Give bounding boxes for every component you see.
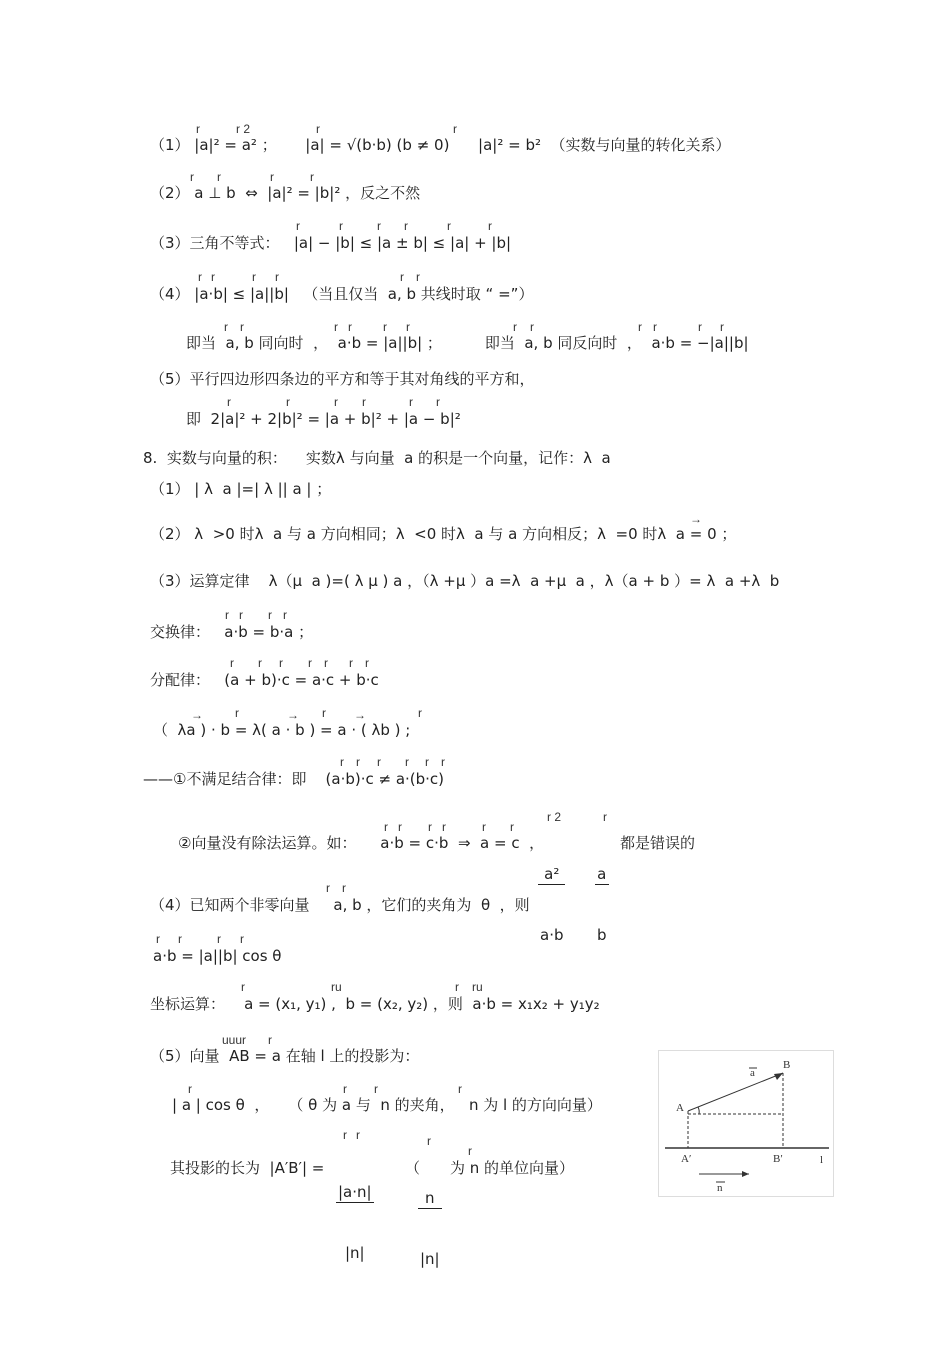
vector-mark: r: [455, 980, 459, 994]
vector-mark: r: [286, 395, 290, 409]
projection-length: 其投影的长为 |A′B′| =: [170, 1159, 325, 1177]
distributive-law: 分配律： (a + b)·c = a·c + b·c: [150, 671, 379, 689]
vector-mark: r: [217, 932, 221, 946]
vector-mark: r: [488, 219, 492, 233]
vector-mark: r: [178, 932, 182, 946]
item-5-parallelogram-law: （5）平行四边形四条边的平方和等于其对角线的平方和，: [150, 370, 535, 388]
item-3-triangle-inequality: （3）三角不等式： |a| − |b| ≤ |a ± b| ≤ |a| + |b|: [150, 234, 512, 252]
unit-vector-note: 为 n 的单位向量）: [450, 1159, 575, 1177]
vector-mark: r: [383, 320, 387, 334]
vector-mark: r: [409, 395, 413, 409]
vector-mark: r: [720, 320, 724, 334]
dot-product-definition: a·b = |a||b| cos θ: [153, 947, 282, 965]
no-division-conclusion: 都是错误的: [620, 834, 696, 852]
vector-mark: r: [406, 320, 410, 334]
vector-mark: r: [349, 656, 353, 670]
vector-mark: r: [322, 706, 326, 720]
vector-mark: r: [400, 270, 404, 284]
vector-mark: r: [425, 755, 429, 769]
vector-mark: r: [240, 320, 244, 334]
vector-mark: r: [227, 395, 231, 409]
fraction-denominator: |n|: [344, 1244, 365, 1262]
vector-mark: r: [190, 170, 194, 184]
commutative-law: 交换律： a·b = b·a ；: [150, 623, 314, 641]
fraction-numerator: a²: [538, 864, 565, 885]
vector-a-arrowhead: [774, 1073, 783, 1080]
vector-mark: r: [362, 395, 366, 409]
vector-mark: r: [217, 170, 221, 184]
vector-mark: r: [418, 706, 422, 720]
item-8-3-laws: （3）运算定律 λ（μ a )=( λ μ ) a ，（λ +μ ）a =λ a +μ a ，λ（a + b ）= λ a +λ b: [150, 572, 780, 590]
vector-mark: r: [447, 219, 451, 233]
vector-mark: r: [196, 122, 200, 136]
vector-mark: r: [603, 810, 607, 824]
vector-mark: r: [468, 1144, 472, 1158]
vector-mark: →: [287, 708, 299, 722]
angle-arc: [698, 1107, 699, 1114]
vector-mark: r: [405, 755, 409, 769]
vector-mark: r: [698, 320, 702, 334]
vector-mark: ru: [472, 980, 483, 994]
vector-mark: r: [339, 219, 343, 233]
vector-mark: r: [530, 320, 534, 334]
vector-mark: r: [442, 820, 446, 834]
section-8-heading: 8. 实数与向量的积： 实数λ 与向量 a 的积是一个向量，记作：λ a: [143, 449, 611, 467]
vector-mark: r: [252, 270, 256, 284]
vector-mark: r: [270, 170, 274, 184]
vector-mark: →: [690, 512, 702, 526]
vector-mark: r: [308, 656, 312, 670]
vector-mark: r: [377, 755, 381, 769]
vector-mark: r: [316, 122, 320, 136]
label-A: A: [676, 1102, 684, 1114]
scalar-associativity: （ λa ) · b = λ( a · b ) = a · ( λb ) ;: [153, 721, 411, 739]
item-5-formula: 即 2|a|² + 2|b|² = |a + b|² + |a − b|²: [186, 410, 461, 428]
label-a: a: [750, 1067, 755, 1079]
label-n: n: [717, 1182, 723, 1194]
vector-mark: r: [198, 270, 202, 284]
vector-mark: r: [510, 820, 514, 834]
coordinate-operation: 坐标运算： a = (x₁, y₁) , b = (x₂, y₂) ，则 a·b = x₁x₂ + y₁y₂: [150, 995, 600, 1013]
vector-a-line: [688, 1073, 783, 1111]
vector-mark: r: [482, 820, 486, 834]
fraction-numerator: |a·n|: [338, 1183, 372, 1201]
vector-mark: r: [258, 656, 262, 670]
vector-mark: r: [279, 656, 283, 670]
vector-mark: →: [191, 708, 203, 722]
label-B: B: [783, 1059, 791, 1071]
vector-mark: r: [356, 755, 360, 769]
vector-mark: r: [235, 706, 239, 720]
label-A-prime: A′: [681, 1153, 692, 1165]
vector-mark: r: [296, 219, 300, 233]
vector-mark: r: [310, 170, 314, 184]
vector-mark: r: [356, 1128, 360, 1142]
projection-heading: （5）向量 AB = a 在轴 l 上的投影为：: [150, 1047, 420, 1065]
fraction-a-over-b: [595, 824, 609, 965]
projection-formula: | a | cos θ ， （ θ 为 a 与 n 的夹角， n 为 l 的方向向量）: [172, 1096, 602, 1114]
vector-mark: r: [377, 219, 381, 233]
vector-mark: r 2: [547, 810, 562, 824]
vector-mark: r: [275, 270, 279, 284]
vector-mark: r: [334, 395, 338, 409]
vector-mark: uuur: [222, 1033, 247, 1047]
vector-mark: r: [404, 219, 408, 233]
label-B-prime: B′: [773, 1153, 783, 1165]
vector-mark: r: [340, 755, 344, 769]
item-8-2: （2） λ >0 时λ a 与 a 方向相同；λ <0 时λ a 与 a 方向相反；λ =0 时λ a = 0 ；: [150, 525, 737, 543]
fraction-denominator: b: [597, 926, 607, 944]
item-8-1: （1） | λ a |=| λ || a | ；: [150, 480, 332, 498]
vector-n-arrowhead: [742, 1171, 749, 1177]
label-l: l: [820, 1154, 824, 1166]
no-division-note: ②向量没有除法运算。如： a·b = c·b ⇒ a = c ，: [178, 834, 545, 852]
vector-mark: r: [156, 932, 160, 946]
vector-mark: r: [326, 881, 330, 895]
fraction-a-squared-over-a-dot-b: [538, 824, 565, 965]
vector-mark: r: [225, 608, 229, 622]
vector-mark: →: [354, 708, 366, 722]
fraction-denominator: a·b: [540, 926, 564, 944]
item-1-magnitude-relations: （1） |a|² = a² ； |a| = √(b·b) (b ≠ 0) |a|² = b² （实数与向量的转化关系）: [150, 136, 731, 154]
vector-mark: r: [224, 320, 228, 334]
vector-mark: r: [268, 608, 272, 622]
vector-mark: r: [428, 820, 432, 834]
projection-figure: [658, 1050, 834, 1197]
vector-mark: r: [653, 320, 657, 334]
fraction-denominator: |n|: [420, 1250, 440, 1268]
vector-mark: r: [458, 1082, 462, 1096]
vector-mark: r: [453, 122, 457, 136]
vector-mark: r: [398, 820, 402, 834]
vector-mark: r: [513, 320, 517, 334]
vector-mark: r: [342, 881, 346, 895]
vector-mark: r: [283, 608, 287, 622]
vector-mark: r: [374, 1082, 378, 1096]
fraction-n-over-abs-n: [418, 1148, 442, 1289]
item-2-perpendicular: （2） a ⊥ b ⇔ |a|² = |b|² ，反之不然: [150, 184, 421, 202]
no-associativity-note: ——①不满足结合律：即 (a·b)·c ≠ a·(b·c): [143, 770, 445, 788]
item-4-cauchy-inequality: （4） |a·b| ≤ |a||b| （当且仅当 a, b 共线时取 “ =”）: [150, 285, 534, 303]
vector-mark: r: [343, 1128, 347, 1142]
vector-mark: ru: [331, 980, 342, 994]
vector-mark: r: [239, 608, 243, 622]
vector-mark: r: [365, 656, 369, 670]
vector-mark: r: [211, 270, 215, 284]
vector-mark: r: [324, 656, 328, 670]
vector-mark: r: [427, 1134, 431, 1148]
vector-mark: r 2: [236, 122, 251, 136]
fraction-abs-a-dot-n-over-abs-n: [336, 1142, 374, 1283]
fraction-numerator: a: [595, 864, 609, 885]
vector-mark: r: [334, 320, 338, 334]
item-4-equality-cases: 即当 a, b 同向时 ， a·b = |a||b| ； 即当 a, b 同反向时 ， a·b = −|a||b|: [186, 334, 749, 352]
vector-mark: r: [343, 1082, 347, 1096]
vector-mark: r: [384, 820, 388, 834]
unit-vector-note-open: （: [405, 1159, 421, 1177]
vector-mark: r: [441, 755, 445, 769]
vector-mark: r: [230, 656, 234, 670]
vector-mark: r: [436, 395, 440, 409]
angle-between-vectors: （4）已知两个非零向量 a, b ，它们的夹角为 θ ，则: [150, 896, 530, 914]
vector-mark: r: [416, 270, 420, 284]
projection-diagram: [659, 1051, 833, 1196]
vector-mark: r: [241, 980, 245, 994]
fraction-numerator: n: [418, 1188, 442, 1209]
vector-mark: r: [188, 1082, 192, 1096]
vector-mark: r: [268, 1033, 272, 1047]
vector-mark: r: [348, 320, 352, 334]
vector-mark: r: [638, 320, 642, 334]
vector-mark: r: [240, 932, 244, 946]
